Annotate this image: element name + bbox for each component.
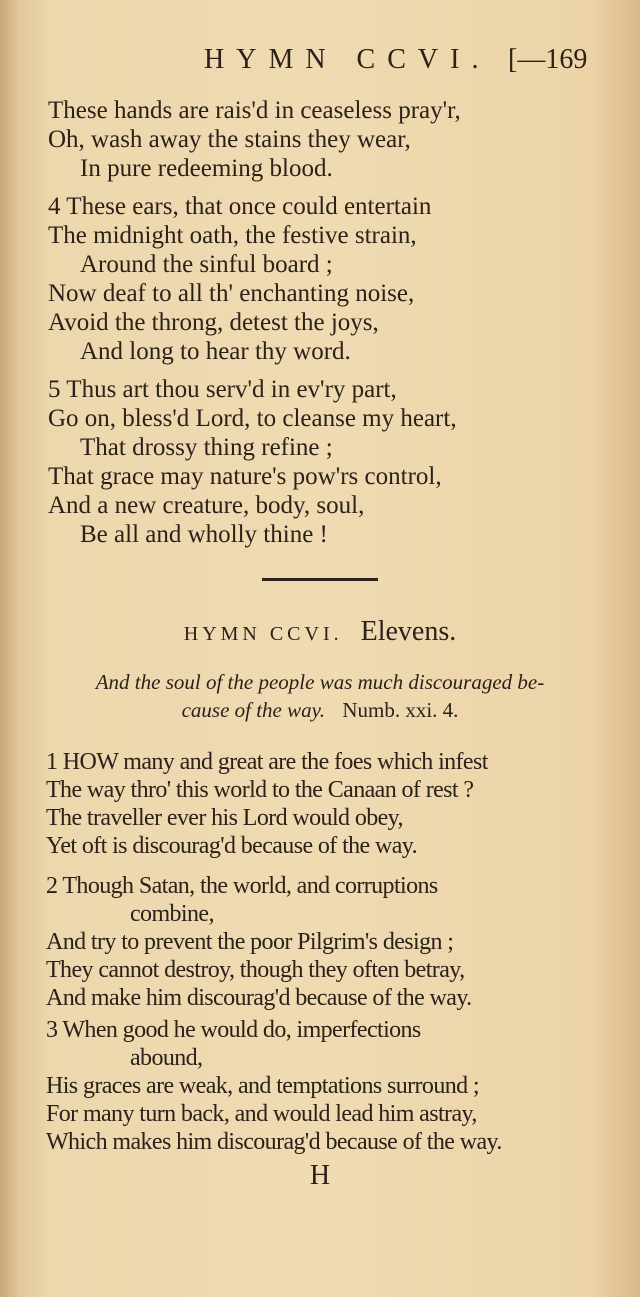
page-number: [—169	[508, 44, 588, 75]
scripture-epigraph	[50, 668, 590, 724]
hymn-heading	[0, 616, 640, 648]
running-title: HYMN CCVI.	[204, 44, 491, 75]
verse-line: Oh, wash away the stains they wear,	[48, 126, 411, 153]
scripture-reference: Numb. xxi. 4.	[342, 698, 459, 722]
verse-line: Be all and wholly thine !	[80, 521, 328, 548]
verse-line: They cannot destroy, though they often betray,	[46, 957, 465, 983]
verse-line: 4 These ears, that once could entertain	[48, 193, 432, 220]
verse-line: Avoid the throng, detest the joys,	[48, 309, 379, 336]
hymn-meter: Elevens.	[360, 616, 457, 647]
verse-line: 1 HOW many and great are the foes which infest	[46, 749, 488, 775]
stanza-continued	[48, 96, 608, 183]
verse-line: And a new creature, body, soul,	[48, 492, 365, 519]
verse-line: Around the sinful board ;	[80, 251, 333, 278]
verse-line: That drossy thing refine ;	[80, 434, 333, 461]
epigraph-line: cause of the way.	[181, 698, 326, 722]
verse-line: Which makes him discourag'd because of the way.	[46, 1129, 502, 1155]
verse-line: That grace may nature's pow'rs control,	[48, 463, 442, 490]
verse-line: 5 Thus art thou serv'd in ev'ry part,	[48, 376, 397, 403]
verse-line: These hands are rais'd in ceaseless pray'r,	[48, 97, 461, 124]
verse-line: 2 Though Satan, the world, and corruptions	[46, 873, 438, 899]
verse-line: And long to hear thy word.	[80, 338, 351, 365]
stanza-5	[48, 375, 608, 549]
verse-line: His graces are weak, and temptations surround ;	[46, 1073, 479, 1099]
hymn-number: HYMN CCVI.	[183, 623, 343, 645]
verse-line: And make him discourag'd because of the way.	[46, 985, 472, 1011]
page-header	[0, 44, 640, 84]
verse-line: Yet oft is discourag'd because of the way.	[46, 833, 418, 859]
verse-line: combine,	[130, 901, 214, 927]
verse-2	[46, 872, 606, 1012]
verse-line: abound,	[130, 1045, 203, 1071]
stanza-4	[48, 192, 608, 366]
section-divider	[262, 578, 378, 581]
verse-line: Go on, bless'd Lord, to cleanse my heart,	[48, 405, 457, 432]
verse-line: In pure redeeming blood.	[80, 155, 333, 182]
verse-line: And try to prevent the poor Pilgrim's design ;	[46, 929, 454, 955]
verse-line: The traveller ever his Lord would obey,	[46, 805, 403, 831]
signature-mark: H	[309, 1160, 331, 1191]
verse-line: 3 When good he would do, imperfections	[46, 1017, 421, 1043]
verse-line: The midnight oath, the festive strain,	[48, 222, 417, 249]
verse-line: The way thro' this world to the Canaan of rest ?	[46, 777, 474, 803]
verse-1	[46, 748, 606, 860]
verse-3	[46, 1016, 606, 1156]
verse-line: Now deaf to all th' enchanting noise,	[48, 280, 415, 307]
epigraph-line: And the soul of the people was much discouraged be-	[95, 670, 545, 694]
verse-line: For many turn back, and would lead him astray,	[46, 1101, 477, 1127]
